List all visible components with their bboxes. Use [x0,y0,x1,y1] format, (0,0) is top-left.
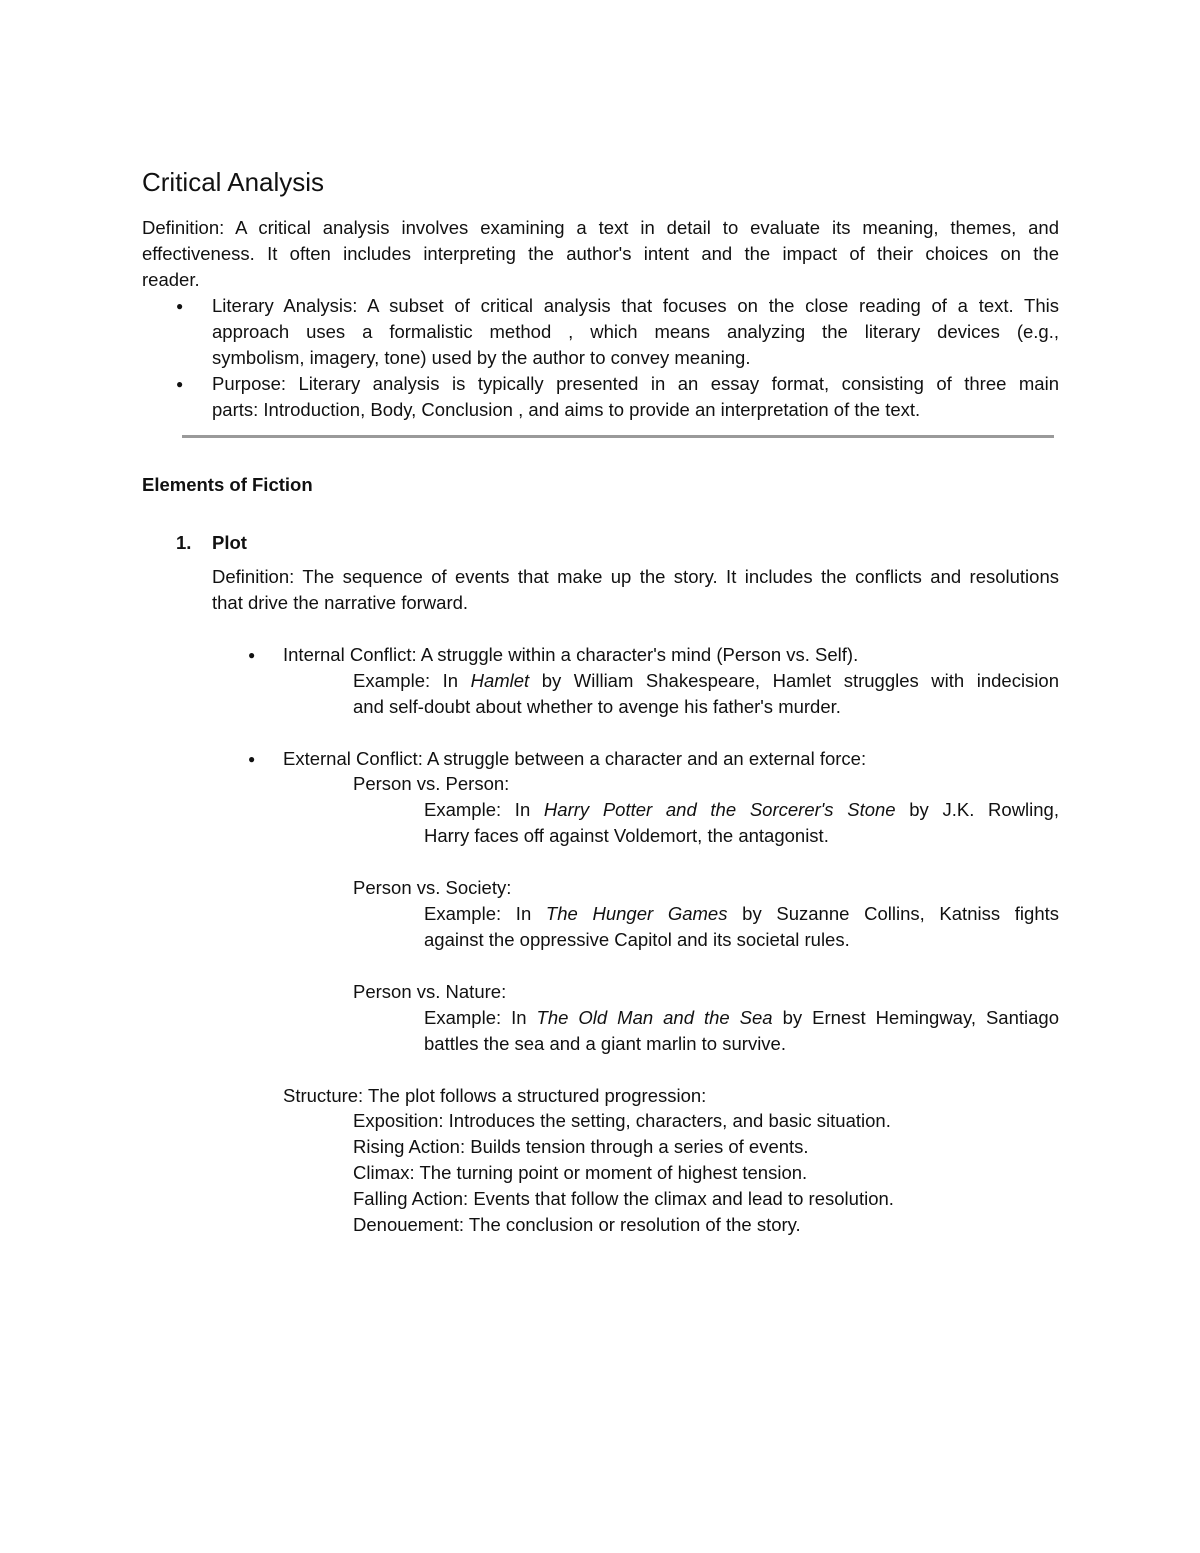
definition-line: reader. [142,269,200,290]
internal-conflict-label: Internal Conflict: A struggle within a character's mind (Person vs. Self). [283,644,859,665]
conflict-type: Person vs. Society: [353,877,512,898]
external-conflict-label: External Conflict: A struggle between a character and an external force: [283,748,867,769]
conflict-example-line2: Harry faces off against Voldemort, the antagonist. [424,825,829,846]
conflict-type: Person vs. Nature: [353,981,507,1002]
bullet-line: Purpose: Literary analysis is typically presented in an essay format, consisting of three main [212,373,1059,394]
bullet-line: parts: Introduction, Body, Conclusion , and aims to provide an interpretation of the text. [212,399,921,420]
section-heading: Elements of Fiction [142,474,313,495]
internal-conflict-example-line2: and self-doubt about whether to avenge his father's murder. [353,696,841,717]
bullet-icon: ● [176,299,184,313]
structure-stage: Rising Action: Builds tension through a series of events. [353,1136,809,1157]
bullet-line: Literary Analysis: A subset of critical analysis that focuses on the close reading of a text. This [212,295,1059,316]
horizontal-divider [182,435,1054,438]
structure-intro: Structure: The plot follows a structured progression: [283,1085,707,1106]
structure-stage: Denouement: The conclusion or resolution of the story. [353,1214,801,1235]
structure-stage: Exposition: Introduces the setting, characters, and basic situation. [353,1110,891,1131]
bullet-line: symbolism, imagery, tone) used by the author to convey meaning. [212,347,751,368]
bullet-icon: ● [176,377,184,391]
conflict-type: Person vs. Person: [353,773,510,794]
conflict-example-line2: battles the sea and a giant marlin to survive. [424,1033,786,1054]
plot-heading: Plot [212,532,247,553]
structure-stage: Falling Action: Events that follow the climax and lead to resolution. [353,1188,894,1209]
bullet-icon: ● [248,648,256,662]
bullet-icon: ● [248,752,256,766]
structure-stage: Climax: The turning point or moment of highest tension. [353,1162,808,1183]
plot-definition-line: that drive the narrative forward. [212,592,469,613]
bullet-line: approach uses a formalistic method , which means analyzing the literary devices (e.g., [212,321,1059,342]
conflict-example: Example: In The Old Man and the Sea by Ernest Hemingway, Santiago [424,1007,1060,1028]
definition-line: effectiveness. It often includes interpreting the author's intent and the impact of their choices on the [142,243,1059,264]
conflict-example-line2: against the oppressive Capitol and its societal rules. [424,929,850,950]
conflict-example: Example: In Harry Potter and the Sorcerer's Stone by J.K. Rowling, [424,799,1059,820]
internal-conflict-example: Example: In Hamlet by William Shakespeare, Hamlet struggles with indecision [353,670,1059,691]
list-number: 1. [176,532,192,553]
page-title: Critical Analysis [142,167,325,197]
definition-line: Definition: A critical analysis involves examining a text in detail to evaluate its meaning, themes, and [142,217,1059,238]
plot-definition-line: Definition: The sequence of events that make up the story. It includes the conflicts and resolutions [212,566,1059,587]
conflict-example: Example: In The Hunger Games by Suzanne Collins, Katniss fights [424,903,1059,924]
